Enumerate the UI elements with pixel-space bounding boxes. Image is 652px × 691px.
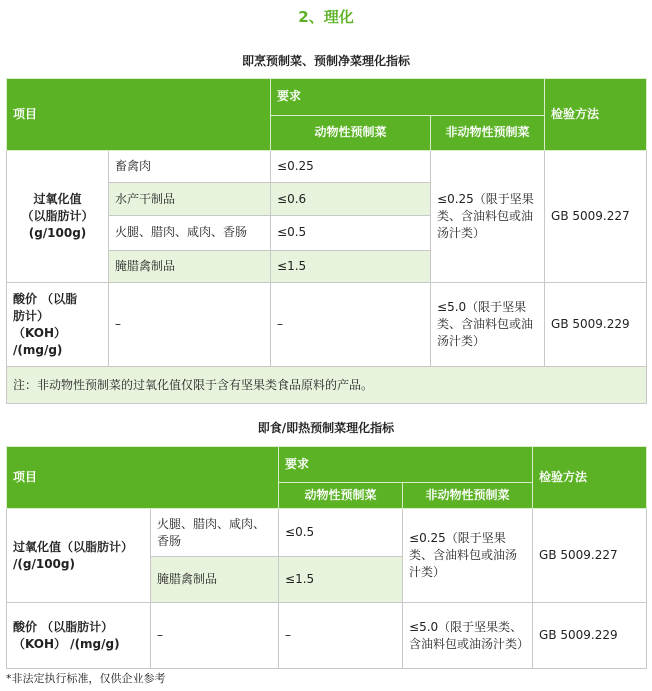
header-animal: 动物性预制菜	[271, 115, 431, 150]
peroxide-label: 过氧化值 （以脂肪计） (g/100g)	[7, 150, 109, 283]
method-cell: GB 5009.227	[545, 150, 647, 283]
sub-category-cell: 水产干制品	[109, 183, 271, 216]
non-animal-value-cell: ≤0.25（限于坚果类、含油料包或油汤汁类）	[431, 150, 545, 283]
sub-category-cell: 火腿、腊肉、咸肉、香肠	[109, 215, 271, 250]
header-requirement: 要求	[271, 79, 545, 116]
animal-value-cell: ≤1.5	[279, 557, 403, 603]
animal-value-cell: ≤0.25	[271, 150, 431, 183]
table2	[6, 446, 647, 669]
sub-category-cell: 火腿、腊肉、咸肉、香肠	[151, 509, 279, 557]
non-animal-value-cell: ≤5.0（限于坚果类、含油料包或油汤汁类）	[403, 603, 533, 669]
method-cell: GB 5009.229	[533, 603, 647, 669]
animal-value-cell: ≤0.6	[271, 183, 431, 216]
table-note: 注：非动物性预制菜的过氧化值仅限于含有坚果类食品原料的产品。	[7, 367, 647, 404]
non-animal-value-cell: ≤0.25（限于坚果类、含油料包或油汤汁类）	[403, 509, 533, 603]
acid-label: 酸价 （以脂 肪计） （KOH） /(mg/g)	[7, 283, 109, 367]
animal-value-cell: ≤1.5	[271, 250, 431, 283]
table2-title: 即食/即热预制菜理化指标	[257, 421, 395, 435]
sub-category-cell: 腌腊禽制品	[151, 557, 279, 603]
header-item: 项目	[7, 79, 271, 151]
peroxide-label: 过氧化值（以脂肪计） /(g/100g)	[7, 509, 151, 603]
sub-category-cell: –	[151, 603, 279, 669]
animal-value-cell: ≤0.5	[271, 215, 431, 250]
header-method: 检验方法	[533, 447, 647, 509]
section-title: 2、理化	[298, 8, 354, 26]
animal-value-cell: ≤0.5	[279, 509, 403, 557]
header-animal: 动物性预制菜	[279, 483, 403, 509]
method-cell: GB 5009.229	[545, 283, 647, 367]
header-item: 项目	[7, 447, 279, 509]
animal-value-cell: –	[279, 603, 403, 669]
sub-category-cell: –	[109, 283, 271, 367]
table1	[6, 78, 647, 404]
header-method: 检验方法	[545, 79, 647, 151]
method-cell: GB 5009.227	[533, 509, 647, 603]
animal-value-cell: –	[271, 283, 431, 367]
non-animal-value-cell: ≤5.0（限于坚果类、含油料包或油汤汁类）	[431, 283, 545, 367]
header-requirement: 要求	[279, 447, 533, 483]
header-non-animal: 非动物性预制菜	[431, 115, 545, 150]
sub-category-cell: 畜禽肉	[109, 150, 271, 183]
header-non-animal: 非动物性预制菜	[403, 483, 533, 509]
table1-title: 即烹预制菜、预制净菜理化指标	[241, 54, 410, 68]
sub-category-cell: 腌腊禽制品	[109, 250, 271, 283]
acid-label: 酸价 （以脂肪计） （KOH） /(mg/g)	[7, 603, 151, 669]
footnote: *非法定执行标准，仅供企业参考	[6, 672, 166, 685]
